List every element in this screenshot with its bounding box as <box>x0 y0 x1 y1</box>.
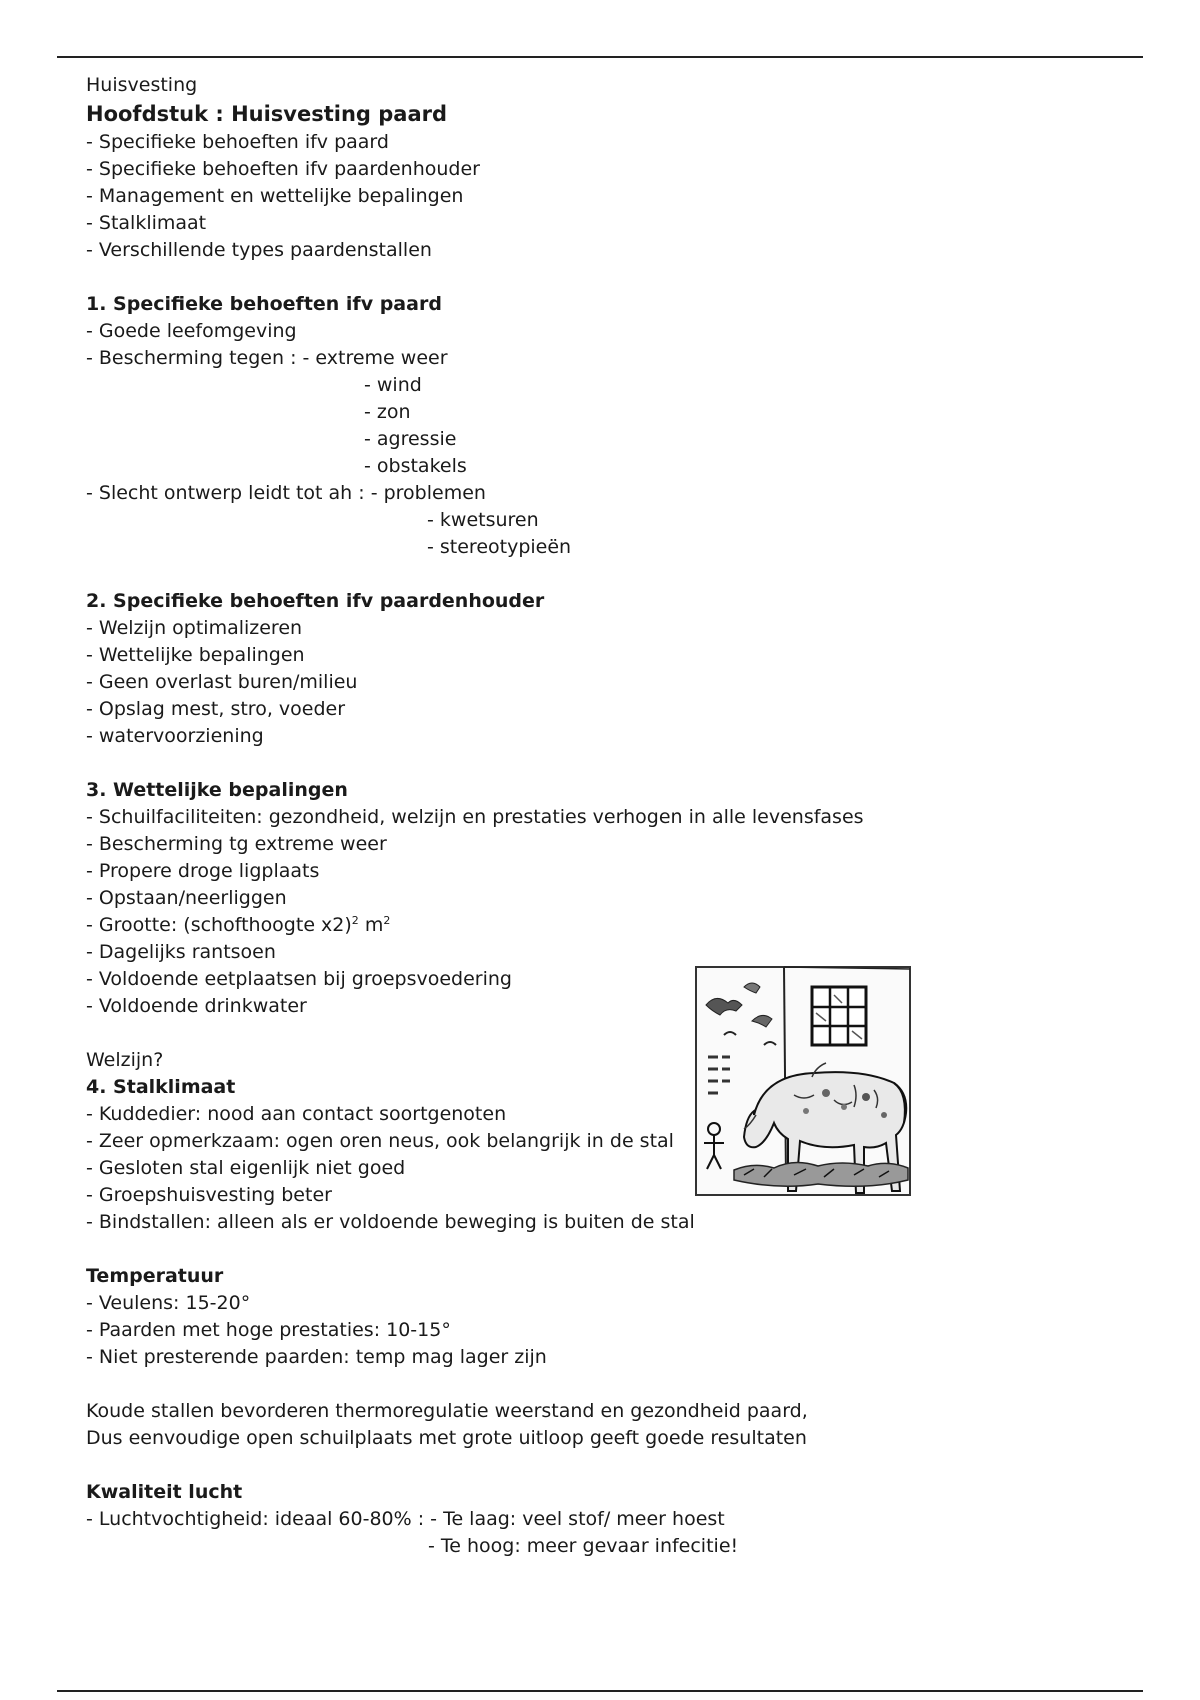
document-body <box>86 72 1086 1560</box>
grootte-text: - Grootte: (schofthoogte x2) <box>86 914 352 936</box>
list-item: - Paarden met hoge prestaties: 10-15° <box>86 1319 451 1341</box>
overview-item: - Specifieke behoeften ifv paardenhouder <box>86 158 480 180</box>
bescherming-label: - Bescherming tegen : <box>86 347 303 369</box>
list-item: - Niet presterende paarden: temp mag lager zijn <box>86 1346 547 1368</box>
sub-item: - zon <box>364 401 411 423</box>
paragraph-line: Koude stallen bevorderen thermoregulatie weerstand en gezondheid paard, <box>86 1400 808 1422</box>
list-item: - Bindstallen: alleen als er voldoende beweging is buiten de stal <box>86 1211 695 1233</box>
temperatuur-title: Temperatuur <box>86 1265 224 1287</box>
top-rule <box>57 56 1143 58</box>
list-item: - watervoorziening <box>86 725 264 747</box>
bottom-rule <box>57 1690 1143 1692</box>
list-item: - Opslag mest, stro, voeder <box>86 698 346 720</box>
list-item: - Kuddedier: nood aan contact soortgenoten <box>86 1103 507 1125</box>
list-item <box>86 1506 1086 1533</box>
luchtvochtigheid-label: - Luchtvochtigheid: ideaal 60-80% : <box>86 1508 431 1530</box>
list-item: - Schuilfaciliteiten: gezondheid, welzijn en prestaties verhogen in alle levensfases <box>86 806 864 828</box>
overview-item: - Stalklimaat <box>86 212 207 234</box>
overview-item: - Management en wettelijke bepalingen <box>86 185 464 207</box>
sub-item: - wind <box>364 374 422 396</box>
section-4-title: 4. Stalklimaat <box>86 1076 236 1098</box>
luchtvochtigheid-first: - Te laag: veel stof/ meer hoest <box>430 1508 725 1530</box>
list-item: - Geen overlast buren/milieu <box>86 671 358 693</box>
section-2-title: 2. Specifieke behoeften ifv paardenhouder <box>86 590 545 612</box>
sub-item: - agressie <box>364 428 457 450</box>
list-item <box>86 480 1086 507</box>
list-item: - Veulens: 15-20° <box>86 1292 251 1314</box>
bescherming-first: - extreme weer <box>302 347 448 369</box>
grootte-item <box>86 912 1086 939</box>
sub-item: - Te hoog: meer gevaar infecitie! <box>428 1535 739 1557</box>
window-icon <box>812 987 866 1045</box>
grootte-exponent: 2 <box>351 914 359 927</box>
paragraph-line: Dus eenvoudige open schuilplaats met grote uitloop geeft goede resultaten <box>86 1427 807 1449</box>
list-item: - Wettelijke bepalingen <box>86 644 305 666</box>
sub-item: - stereotypieën <box>427 536 572 558</box>
kwaliteit-lucht-title: Kwaliteit lucht <box>86 1481 243 1503</box>
overview-item: - Specifieke behoeften ifv paard <box>86 131 389 153</box>
list-item: - Welzijn optimalizeren <box>86 617 303 639</box>
sub-item: - kwetsuren <box>427 509 539 531</box>
grootte-unit: m <box>358 914 384 936</box>
header-label: Huisvesting <box>86 74 198 96</box>
ontwerp-label: - Slecht ontwerp leidt tot ah : <box>86 482 371 504</box>
ontwerp-first: - problemen <box>370 482 486 504</box>
grootte-unit-exponent: 2 <box>383 914 391 927</box>
list-item: - Voldoende drinkwater <box>86 995 307 1017</box>
list-item: - Gesloten stal eigenlijk niet goed <box>86 1157 406 1179</box>
section-3-title: 3. Wettelijke bepalingen <box>86 779 348 801</box>
list-item: - Voldoende eetplaatsen bij groepsvoedering <box>86 968 512 990</box>
list-item: - Bescherming tg extreme weer <box>86 833 387 855</box>
list-item <box>86 345 1086 372</box>
list-item: - Propere droge ligplaats <box>86 860 320 882</box>
list-item: - Goede leefomgeving <box>86 320 297 342</box>
overview-item: - Verschillende types paardenstallen <box>86 239 432 261</box>
chapter-title: Hoofdstuk : Huisvesting paard <box>86 102 448 126</box>
section-1-title: 1. Specifieke behoeften ifv paard <box>86 293 442 315</box>
list-item: - Dagelijks rantsoen <box>86 941 276 963</box>
list-item: - Groepshuisvesting beter <box>86 1184 332 1206</box>
list-item: - Opstaan/neerliggen <box>86 887 287 909</box>
welzijn-question: Welzijn? <box>86 1049 164 1071</box>
horse-stable-illustration <box>694 965 912 1197</box>
sub-item: - obstakels <box>364 455 467 477</box>
list-item: - Zeer opmerkzaam: ogen oren neus, ook belangrijk in de stal <box>86 1130 674 1152</box>
